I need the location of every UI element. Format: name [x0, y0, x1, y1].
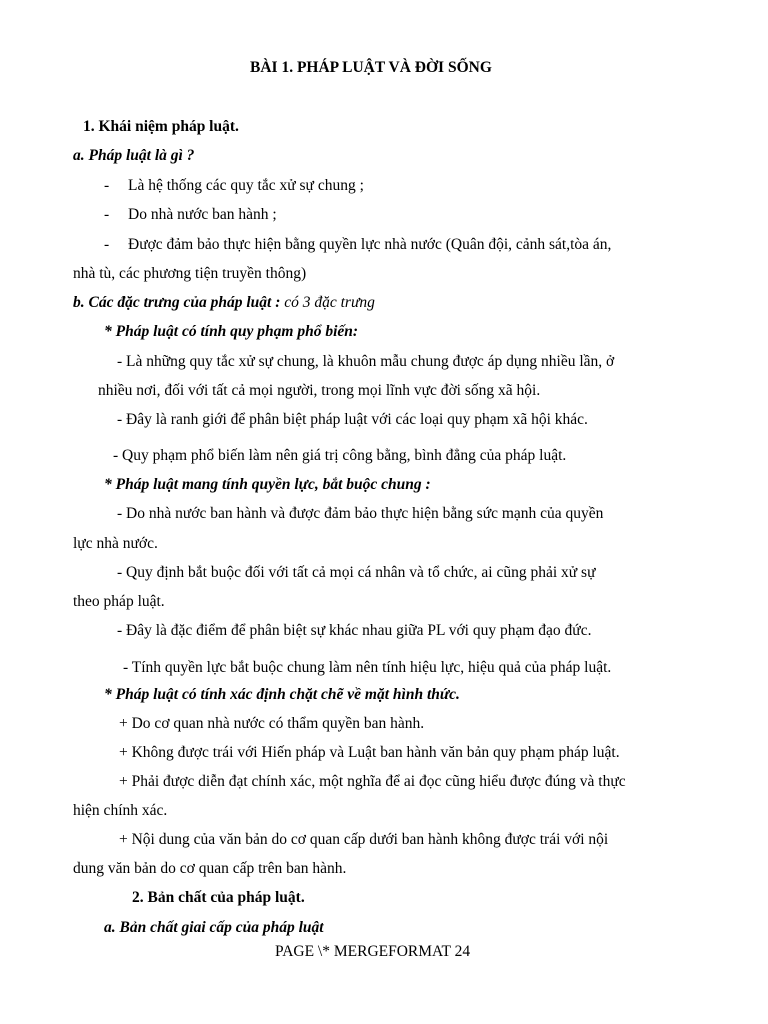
subsection-a-heading: a. Pháp luật là gì ? [73, 147, 195, 164]
paragraph-line: dung văn bản do cơ quan cấp trên ban hành. [73, 860, 347, 877]
paragraph-line: hiện chính xác. [73, 802, 168, 819]
paragraph-line: - Quy phạm phổ biến làm nên giá trị công bằng, bình đẳng của pháp luật. [113, 447, 567, 464]
feature-2-heading: * Pháp luật mang tính quyền lực, bắt buộc chung : [104, 476, 431, 493]
section-2-heading: 2. Bản chất của pháp luật. [132, 889, 305, 906]
paragraph-line: - Đây là đặc điểm để phân biệt sự khác nhau giữa PL với quy phạm đạo đức. [117, 622, 592, 639]
bullet: - [104, 177, 110, 194]
section-1-heading: 1. Khái niệm pháp luật. [83, 118, 239, 135]
list-item-text: Được đảm bảo thực hiện bằng quyền lực nhà nước (Quân đội, cảnh sát,tòa án, [128, 236, 612, 253]
paragraph-line: theo pháp luật. [73, 593, 165, 610]
paragraph-line: - Là những quy tắc xử sự chung, là khuôn mẫu chung được áp dụng nhiều lần, ở [117, 353, 615, 370]
list-item [104, 176, 364, 196]
list-item-continuation: nhà tù, các phương tiện truyền thông) [73, 265, 307, 282]
paragraph-line: + Không được trái với Hiến pháp và Luật ban hành văn bản quy phạm pháp luật. [119, 744, 620, 761]
feature-1-heading: * Pháp luật có tính quy phạm phổ biến: [104, 323, 359, 340]
paragraph-line: - Tính quyền lực bắt buộc chung làm nên tính hiệu lực, hiệu quả của pháp luật. [123, 659, 612, 676]
bullet: - [104, 206, 110, 223]
paragraph-line: - Quy định bắt buộc đối với tất cả mọi cá nhân và tổ chức, ai cũng phải xử sự [117, 564, 596, 581]
subsection-b-heading [73, 293, 375, 313]
document-title: BÀI 1. PHÁP LUẬT VÀ ĐỜI SỐNG [250, 59, 492, 76]
feature-3-heading: * Pháp luật có tính xác định chặt chẽ về mặt hình thức. [104, 686, 460, 703]
list-item-text: Là hệ thống các quy tắc xử sự chung ; [128, 177, 364, 194]
subsection-b-heading-note: có 3 đặc trưng [280, 294, 375, 311]
subsection-b-heading-bold: b. Các đặc trưng của pháp luật : [73, 294, 281, 311]
list-item-text: Do nhà nước ban hành ; [128, 206, 277, 223]
list-item [104, 235, 611, 255]
paragraph-line: + Nội dung của văn bản do cơ quan cấp dưới ban hành không được trái với nội [119, 831, 609, 848]
paragraph-line: lực nhà nước. [73, 535, 158, 552]
paragraph-line: - Do nhà nước ban hành và được đảm bảo thực hiện bằng sức mạnh của quyền [117, 505, 604, 522]
paragraph-line: - Đây là ranh giới để phân biệt pháp luật với các loại quy phạm xã hội khác. [117, 411, 588, 428]
page-footer: PAGE \* MERGEFORMAT 24 [275, 943, 471, 960]
paragraph-line: nhiều nơi, đối với tất cả mọi người, trong mọi lĩnh vực đời sống xã hội. [98, 382, 541, 399]
paragraph-line: + Do cơ quan nhà nước có thẩm quyền ban hành. [119, 715, 425, 732]
list-item [104, 205, 277, 225]
subsection-2a-heading: a. Bản chất giai cấp của pháp luật [104, 919, 324, 936]
bullet: - [104, 236, 110, 253]
paragraph-line: + Phải được diễn đạt chính xác, một nghĩa để ai đọc cũng hiểu được đúng và thực [119, 773, 626, 790]
